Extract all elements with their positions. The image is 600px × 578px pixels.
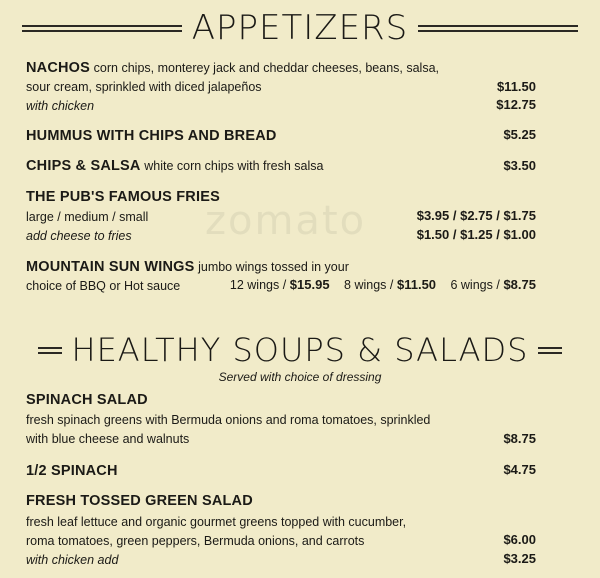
green-salad-name: FRESH TOSSED GREEN SALAD — [26, 493, 253, 509]
spinach-name: SPINACH SALAD — [26, 392, 148, 408]
fries-sizes-price: $3.95 / $2.75 / $1.75 — [416, 208, 536, 223]
half-spinach-price: $4.75 — [503, 462, 536, 477]
right-rule — [418, 25, 578, 32]
chips-desc: white corn chips with fresh salsa — [144, 159, 324, 173]
fries-sizes: large / medium / small — [26, 210, 149, 224]
wings-opt1-price: $15.95 — [289, 277, 330, 292]
green-salad-price: $6.00 — [503, 532, 536, 547]
wings-opt3-label: 6 wings / — [450, 278, 500, 292]
left-rule — [38, 347, 62, 354]
wings-opt2-price: $11.50 — [396, 277, 437, 292]
wings-line-2 — [26, 277, 180, 295]
right-rule — [538, 347, 562, 354]
nachos-addon-price: $12.75 — [496, 97, 536, 112]
wings-options — [230, 277, 536, 292]
fries-addon-price: $1.50 / $1.25 / $1.00 — [416, 227, 536, 242]
spinach-desc-line-2 — [26, 430, 540, 448]
spinach-price: $8.75 — [503, 431, 536, 446]
wings-name: MOUNTAIN SUN WINGS — [26, 259, 195, 275]
chips-price: $3.50 — [503, 158, 536, 173]
green-desc-2: roma tomatoes, green peppers, Bermuda onions, and carrots — [26, 534, 365, 548]
wings-line-1 — [26, 258, 540, 276]
spinach-desc-line-1 — [26, 411, 540, 429]
spinach-desc-1: fresh spinach greens with Bermuda onions and roma tomatoes, sprinkled — [26, 413, 431, 427]
appetizers-header — [0, 8, 600, 48]
fries-addon: add cheese to fries — [26, 229, 132, 243]
green-addon: with chicken add — [26, 553, 119, 567]
nachos-addon: with chicken — [26, 99, 95, 113]
green-desc-line-1 — [26, 513, 540, 531]
wings-opt2-label: 8 wings / — [344, 278, 394, 292]
wings-opt3-price: $8.75 — [503, 277, 536, 292]
nachos-name: NACHOS — [26, 60, 91, 76]
wings-desc-2: choice of BBQ or Hot sauce — [26, 279, 181, 293]
chips-name: CHIPS & SALSA — [26, 158, 141, 174]
nachos-line-2 — [26, 78, 540, 96]
fries-name: THE PUB'S FAMOUS FRIES — [26, 189, 220, 205]
nachos-desc-2: sour cream, sprinkled with diced jalapeños — [26, 80, 262, 94]
hummus-line — [26, 127, 540, 145]
green-desc-1: fresh leaf lettuce and organic gourmet greens topped with cucumber, — [26, 515, 407, 529]
nachos-desc-1: corn chips, monterey jack and cheddar cheeses, beans, salsa, — [93, 61, 440, 75]
soups-title: HEALTHY SOUPS & SALADS — [71, 331, 529, 369]
spinach-desc-2: with blue cheese and walnuts — [26, 432, 190, 446]
spinach-line — [26, 391, 540, 409]
wings-opt1-label: 12 wings / — [229, 278, 287, 292]
half-spinach-name: 1/2 SPINACH — [26, 463, 118, 479]
nachos-price: $11.50 — [496, 79, 536, 94]
green-salad-line — [26, 492, 540, 510]
half-spinach-line — [26, 462, 540, 480]
watermark: zomato — [205, 198, 367, 244]
dressing-note: Served with choice of dressing — [218, 370, 382, 384]
green-addon-price: $3.25 — [503, 551, 536, 566]
hummus-name: HUMMUS WITH CHIPS AND BREAD — [26, 128, 277, 144]
fries-line — [26, 188, 540, 206]
appetizers-title: APPETIZERS — [191, 8, 409, 48]
soups-header — [0, 330, 600, 370]
green-desc-line-2 — [26, 532, 540, 550]
nachos-line-1 — [26, 59, 540, 77]
chips-line — [26, 157, 540, 175]
nachos-addon-line — [26, 97, 540, 115]
green-addon-line — [26, 551, 540, 569]
wings-desc-1: jumbo wings tossed in your — [198, 260, 349, 274]
hummus-price: $5.25 — [503, 127, 536, 142]
left-rule — [22, 25, 182, 32]
